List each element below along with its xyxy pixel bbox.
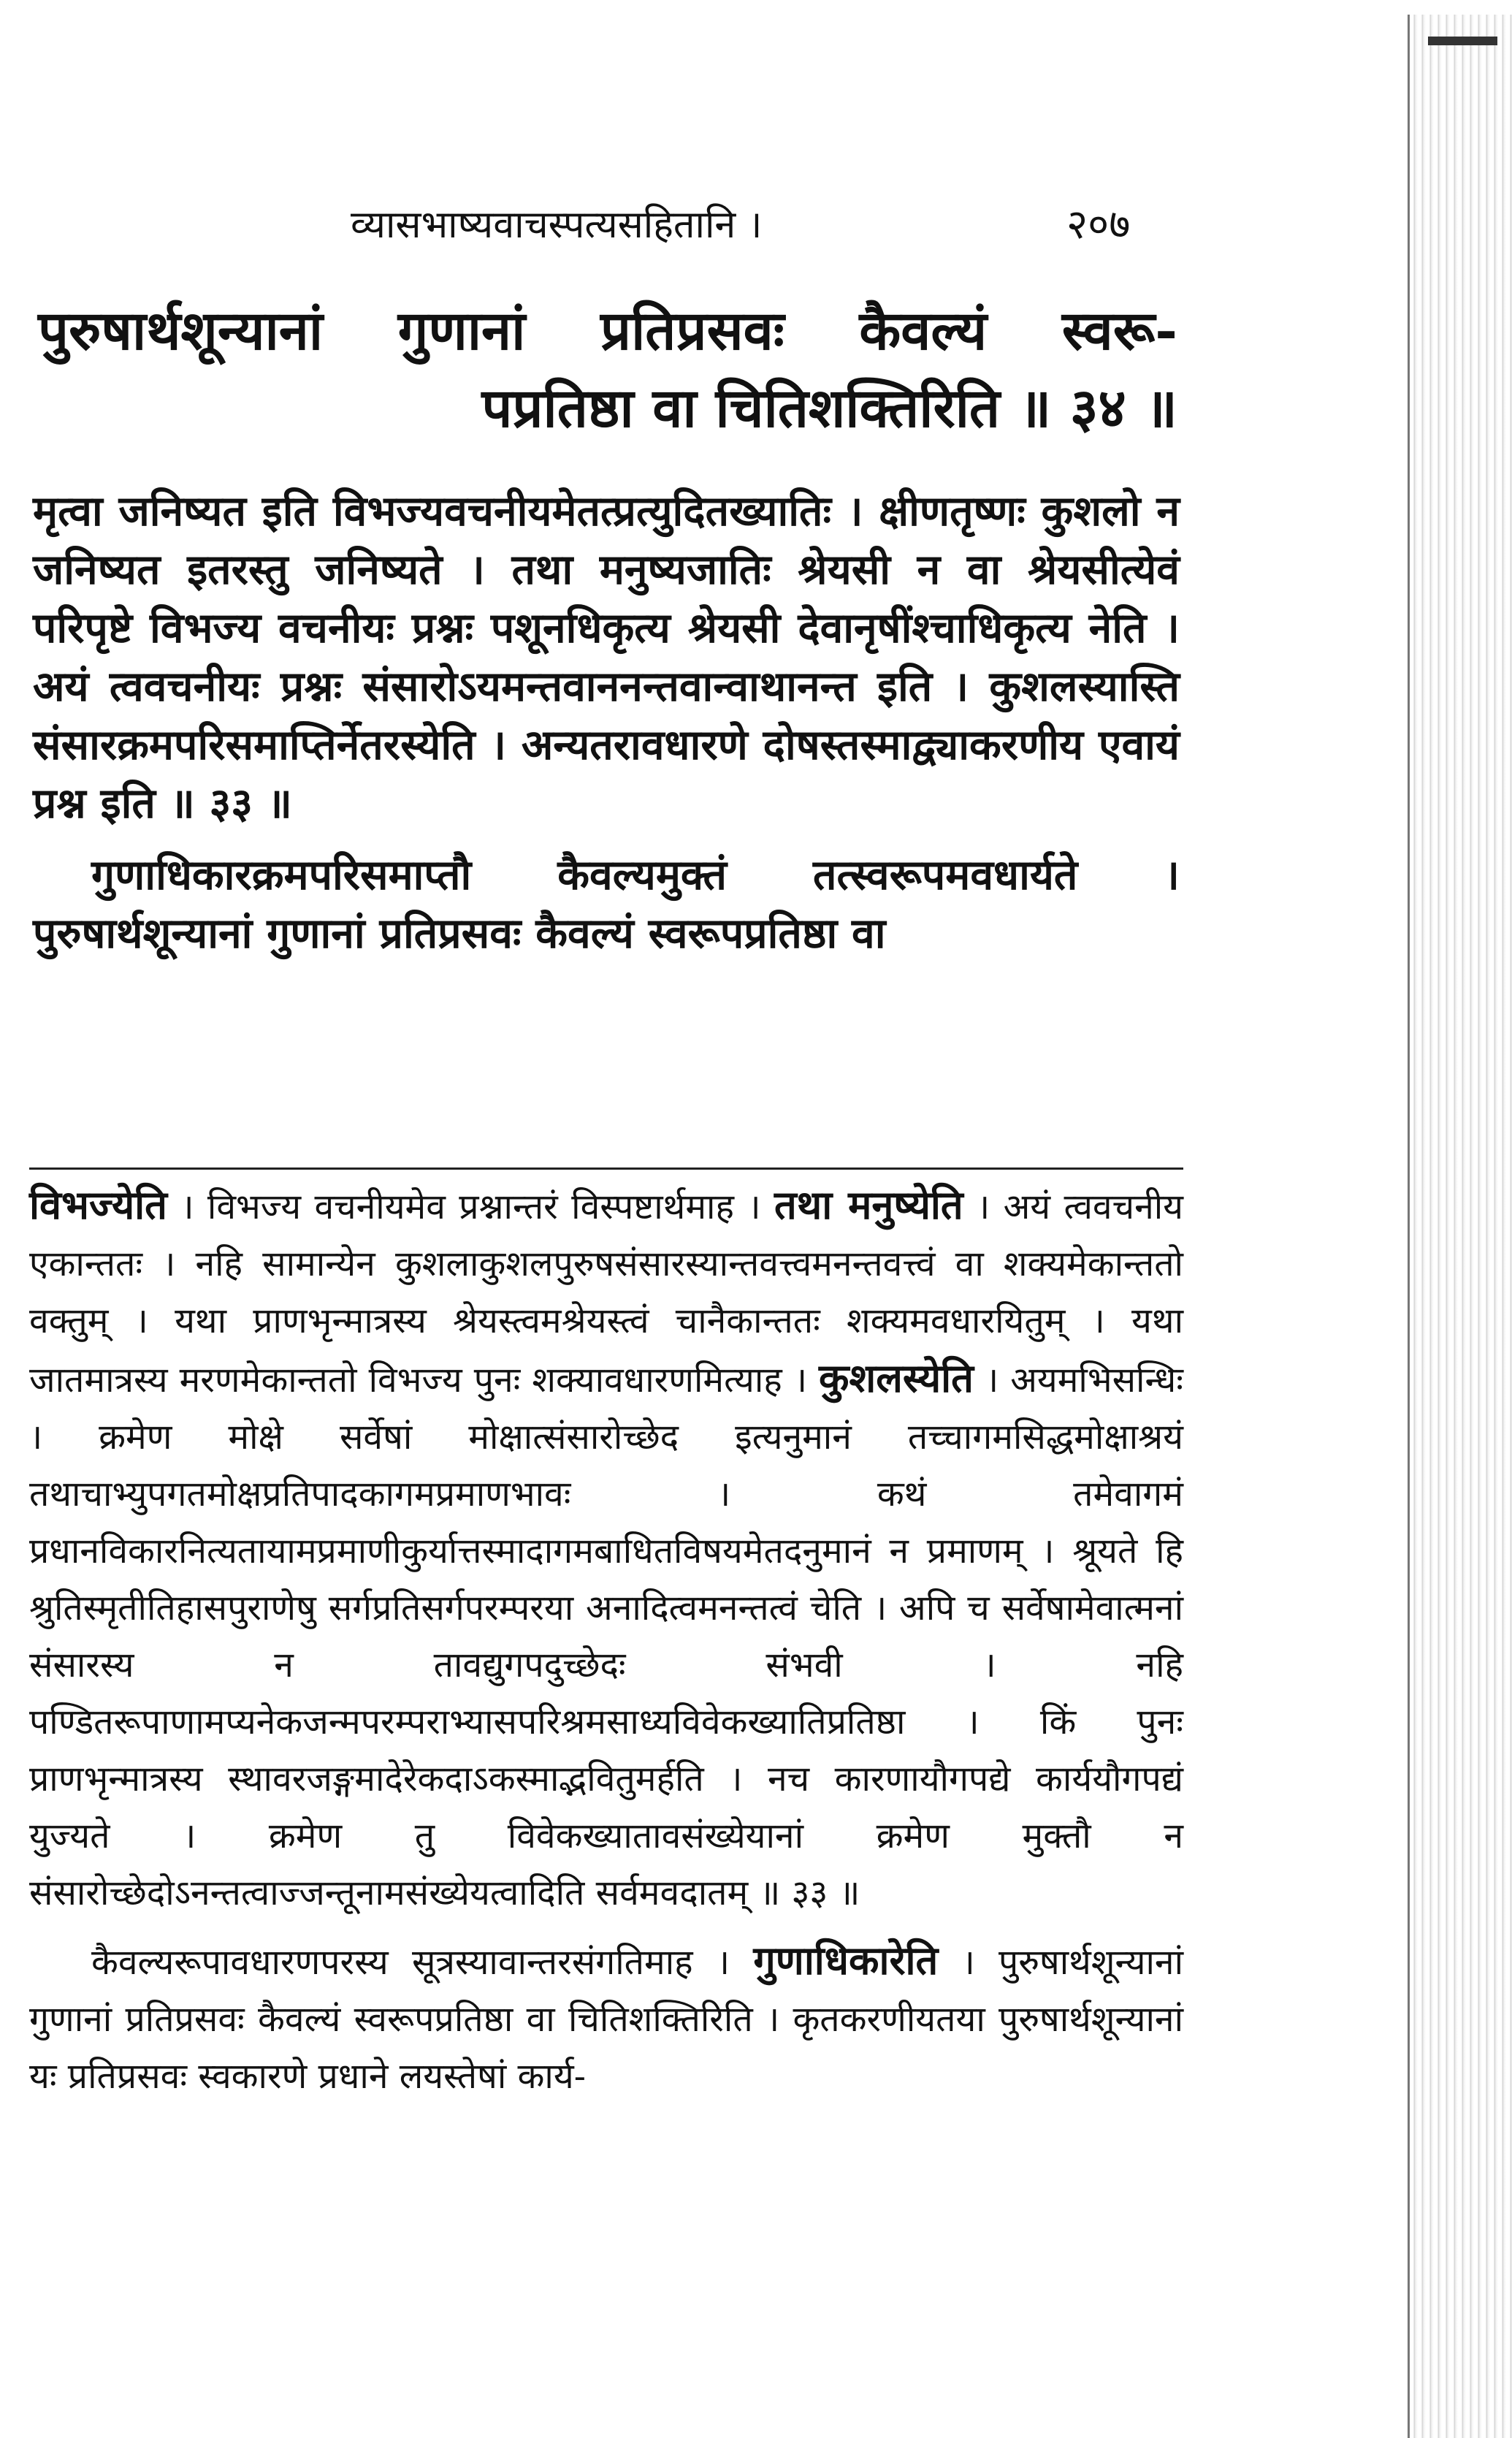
sutra-line-1: पुरुषार्थशून्यानां गुणानां प्रतिप्रसवः कैवल्यं स्वरू- [38,300,1177,362]
sutra-line-2: पप्रतिष्ठा वा चितिशक्तिरिति ॥ ३४ ॥ [481,377,1177,440]
pratika-gunadhikara: गुणाधिकारेति [753,1937,939,1984]
pratika-tatha-manushya: तथा मनुष्येति [774,1181,963,1228]
running-title: व्यासभाष्यवाचस्पत्यसहितानि । [351,203,763,247]
binding-mark [1428,37,1497,45]
tika-text-3: । अयमभिसन्धिः । क्रमेण मोक्षे सर्वेषां मोक्षात्संसारोच्छेद इत्यनुमानं तच्चागमसिद्धमोक्षाश्रयं तथाचाभ्युपगतमोक्षप्रतिपादकागमप्रमाणभावः । कथं तमेवागमं प्रधानविकारनित्यतायामप्रमाणीकुर्यात्तस्मादागमबाधितविषयमेतदनुमानं न प्रमाणम् । श्रूयते हि श्रुतिस्मृतीतिहासपुराणेषु सर्गप्रतिसर्गपरम्परया अनादित्वमनन्तत्वं चेति । अपि च सर्वेषामेवात्मनां संसारस्य न तावद्युगपदुच्छेदः संभवी । नहि पण्डितरूपाणामप्यनेकजन्मपरम्पराभ्यासपरिश्रमसाध्यविवेकख्यातिप्रतिष्ठा । किं पुनः प्राणभृन्मात्रस्य स्थावरजङ्गमादेरेकदाऽकस्माद्भवितुमर्हति । नच कारणायौगपद्ये कार्ययौगपद्यं युज्यते । क्रमेण तु विवेकख्यातावसंख्येयानां क्रमेण मुक्तौ न संसारोच्छेदोऽनन्तत्वाज्जन्तूनामसंख्येयत्वादिति सर्वमवदातम् ॥ ३३ ॥ [29,1360,1183,1913]
tika-paragraph-2 [29,1932,1183,2105]
bhashya-commentary [33,482,1180,963]
pratika-kushalasya: कुशलस्येति [819,1355,974,1401]
tika-paragraph-1 [29,1176,1183,1921]
bhashya-paragraph-2: गुणाधिकारक्रमपरिसमाप्तौ कैवल्यमुक्तं तत्स्वरूपमवधार्यते । पुरुषार्थशून्यानां गुणानां प्रतिप्रसवः कैवल्यं स्वरूपप्रतिष्ठा वा [33,850,1180,958]
pratika-vibhajya: विभज्येति [29,1181,167,1228]
sutra-heading [38,292,1177,447]
tika-commentary [29,1176,1183,2105]
page-number: २०७ [1066,201,1131,248]
binding-edge [1408,15,1512,2438]
tika-text-4: कैवल्यरूपावधारणपरस्य सूत्रस्यावान्तरसंगतिमाह । [91,1942,754,1983]
running-head [0,196,1169,262]
tika-text-5: । पुरुषार्थशून्यानां गुणानां प्रतिप्रसवः कैवल्यं स्वरूपप्रतिष्ठा वा चितिशक्तिरिति । कृतकरणीयतया पुरुषार्थशून्यानां यः प्रतिप्रसवः स्वकारणे प्रधाने लयस्तेषां कार्य- [29,1942,1183,2097]
bhashya-paragraph-1: मृत्वा जनिष्यत इति विभज्यवचनीयमेतत्प्रत्युदितख्यातिः । क्षीणतृष्णः कुशलो न जनिष्यत इतरस्तु जनिष्यते । तथा मनुष्यजातिः श्रेयसी न वा श्रेयसीत्येवं परिपृष्टे विभज्य वचनीयः प्रश्नः पशूनधिकृत्य श्रेयसी देवानृषींश्चाधिकृत्य नेति । अयं त्ववचनीयः प्रश्नः संसारोऽयमन्तवाननन्तवान्वाथानन्त इति । कुशलस्यास्ति संसारक्रमपरिसमाप्तिर्नेतरस्येति । अन्यतरावधारणे दोषस्तस्माद्व्याकरणीय एवायं प्रश्न इति ॥ ३३ ॥ [33,487,1180,828]
tika-text-1: । विभज्य वचनीयमेव प्रश्नान्तरं विस्पष्टार्थमाह । [167,1186,774,1227]
separator-rule [29,1167,1183,1170]
tika-text-2: । अयं त्ववचनीय एकान्ततः । नहि सामान्येन कुशलाकुशलपुरुषसंसारस्यान्तवत्त्वमनन्तवत्त्वं वा शक्यमेकान्ततो वक्तुम् । यथा प्राणभृन्मात्रस्य श्रेयस्त्वमश्रेयस्त्वं चानैकान्ततः शक्यमवधारयितुम् । यथा जातमात्रस्य मरणमेकान्ततो विभज्य पुनः शक्यावधारणमित्याह । [29,1186,1183,1401]
